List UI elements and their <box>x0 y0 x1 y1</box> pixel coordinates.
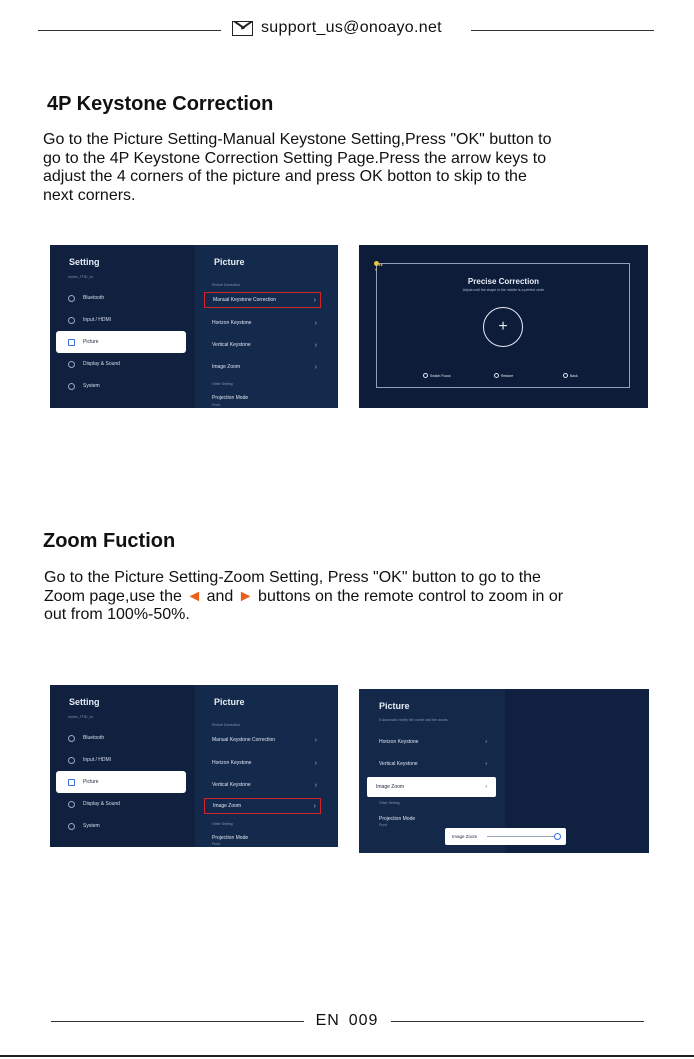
chevron-right-icon: › <box>485 739 487 745</box>
chevron-right-icon: › <box>314 759 317 767</box>
footer-back <box>563 373 578 378</box>
settings-top-small: Ironbc_TFID_1n <box>68 715 94 719</box>
foot-label: Switch Focus <box>430 373 451 378</box>
section-zoom-text <box>44 569 563 625</box>
chevron-right-icon: › <box>313 802 316 810</box>
item-label: Horizon Keystone <box>212 760 252 766</box>
bluetooth-icon <box>68 735 75 742</box>
back-icon <box>563 373 568 378</box>
settings-item-system <box>56 375 186 397</box>
picture-group1: Picture Correction <box>212 283 241 287</box>
slider-knob <box>554 833 561 840</box>
footer-rule-right <box>391 1021 644 1022</box>
email-text: support_us@onoayo.net <box>261 19 442 36</box>
item-label: Horizon Keystone <box>212 320 252 326</box>
para-line: out from 100%-50%. <box>44 606 190 623</box>
settings-item-display <box>56 793 186 815</box>
picture-item-zoom <box>204 798 321 814</box>
para-line: go to the 4P Keystone Correction Setting Page.Press the arrow keys to <box>43 149 547 167</box>
picture-item-vertical <box>204 337 321 353</box>
plus-sign: + <box>498 318 508 335</box>
picture-item-vertical <box>204 777 321 793</box>
center-circle-plus-icon <box>483 307 523 347</box>
footer-restore <box>494 373 513 378</box>
footer-lang: EN <box>315 1012 340 1029</box>
item-label: Vertical Keystone <box>212 782 251 788</box>
picture-group2: Other Setting <box>212 822 233 826</box>
picture-group2: Other Setting <box>212 382 233 386</box>
text-part: and <box>202 587 238 605</box>
header-rule-right <box>471 30 654 31</box>
settings-screenshot-keystone <box>50 245 338 408</box>
para-line: next corners. <box>43 186 136 204</box>
precise-subtitle: Adjust until the shape in the middle is a perfect circle <box>462 288 545 292</box>
picture-item-horizon <box>204 315 321 331</box>
display-icon <box>68 361 75 368</box>
chevron-right-icon: › <box>314 736 317 744</box>
slider-label: Image Zoom <box>452 834 478 839</box>
image-zoom-screenshot <box>359 689 649 853</box>
precise-correction-screenshot <box>359 245 648 408</box>
item-label: System <box>83 383 100 389</box>
picture-icon <box>68 339 75 346</box>
picture-title: Picture <box>379 701 410 711</box>
picture-item-manual-keystone <box>204 732 321 748</box>
item-label: Image Zoom <box>213 803 242 809</box>
settings-item-input <box>56 309 186 331</box>
foot-label: Back <box>570 373 578 378</box>
chevron-right-icon: › <box>314 341 317 349</box>
section-title-keystone: 4P Keystone Correction <box>47 93 274 115</box>
projection-sub: Front <box>212 842 221 846</box>
settings-item-system <box>56 815 186 837</box>
item-label: Vertical Keystone <box>212 342 251 348</box>
input-icon <box>68 757 75 764</box>
foot-label: Restore <box>501 373 514 378</box>
para-line: Go to the Picture Setting-Zoom Setting, Press "OK" button to go to the <box>44 569 541 586</box>
picture-item-projection <box>204 390 321 406</box>
item-label: Projection Mode <box>212 395 249 401</box>
item-label: Image Zoom <box>212 364 241 370</box>
picture-group1: Picture Correction <box>212 723 241 727</box>
item-label: Bluetooth <box>83 735 105 741</box>
projection-sub: Front <box>212 403 221 407</box>
corner-arrow-right-icon: ▸▸ <box>379 262 384 267</box>
text-part: Zoom page,use the <box>44 587 187 605</box>
settings-item-display <box>56 353 186 375</box>
settings-panel <box>50 245 195 408</box>
settings-item-bluetooth <box>56 287 186 309</box>
section-keystone-text <box>43 131 552 205</box>
settings-title: Setting <box>69 257 100 267</box>
picture-item-manual-keystone <box>204 292 321 308</box>
chevron-right-icon: › <box>314 363 317 371</box>
item-label: Display & Sound <box>83 801 120 807</box>
settings-top-small: Ironbc_TFID_1n <box>68 275 94 279</box>
system-icon <box>68 383 75 390</box>
chevron-right-icon: › <box>314 781 317 789</box>
settings-screenshot-zoom <box>50 685 338 847</box>
zoom-item-image-zoom <box>367 777 496 797</box>
zoom-projection-sub: Front <box>379 823 388 827</box>
para-line <box>44 588 563 607</box>
picture-item-horizon <box>204 755 321 771</box>
zoom-group2: Other Setting <box>379 801 400 805</box>
picture-panel <box>195 685 338 847</box>
footer-page-number: 009 <box>348 1012 379 1029</box>
settings-panel <box>50 685 195 847</box>
text-part: buttons on the remote control to zoom in or <box>253 587 564 605</box>
item-label: Horizon Keystone <box>379 739 419 745</box>
item-label: Picture <box>83 779 99 785</box>
settings-title: Setting <box>69 697 100 707</box>
item-label: Picture <box>83 339 99 345</box>
input-icon <box>68 317 75 324</box>
zoom-top-small: Ir Automatic rectify the corner and the words <box>379 718 448 722</box>
envelope-icon <box>232 21 253 36</box>
right-arrow-icon: ► <box>237 587 254 605</box>
corner-arrow-down-icon: ▾ <box>375 267 378 272</box>
chevron-right-icon: › <box>485 761 487 767</box>
ok-icon <box>423 373 428 378</box>
zoom-item-vertical <box>370 755 496 773</box>
settings-item-bluetooth <box>56 727 186 749</box>
item-label: Projection Mode <box>379 816 416 822</box>
zoom-item-projection <box>370 810 496 828</box>
item-label: Vertical Keystone <box>379 761 418 767</box>
footer-switch-focus <box>423 373 451 378</box>
chevron-right-icon: › <box>485 784 487 790</box>
picture-icon <box>68 779 75 786</box>
header-email <box>232 19 442 37</box>
section-title-zoom: Zoom Fuction <box>43 530 176 552</box>
item-label: Manual Keystone Correction <box>212 737 276 743</box>
left-arrow-icon: ◄ <box>186 587 203 605</box>
picture-title: Picture <box>214 697 245 707</box>
system-icon <box>68 823 75 830</box>
restore-icon <box>494 373 499 378</box>
picture-panel <box>195 245 338 408</box>
item-label: Image Zoom <box>376 784 405 790</box>
chevron-right-icon: › <box>314 319 317 327</box>
display-icon <box>68 801 75 808</box>
para-line: adjust the 4 corners of the picture and press OK botton to skip to the <box>43 168 527 185</box>
slider-track <box>487 836 558 837</box>
settings-item-input <box>56 749 186 771</box>
picture-item-zoom <box>204 359 321 375</box>
item-label: Input / HDMI <box>83 317 112 323</box>
item-label: Input / HDMI <box>83 757 112 763</box>
item-label: Display & Sound <box>83 361 120 367</box>
picture-item-projection <box>204 830 321 846</box>
chevron-right-icon: › <box>313 296 316 304</box>
bluetooth-icon <box>68 295 75 302</box>
item-label: System <box>83 823 100 829</box>
settings-item-picture <box>56 331 186 353</box>
picture-title: Picture <box>214 257 245 267</box>
header-rule-left <box>38 30 221 31</box>
image-zoom-slider <box>445 828 566 845</box>
item-label: Bluetooth <box>83 295 105 301</box>
zoom-item-horizon <box>370 733 496 751</box>
para-line: Go to the Picture Setting-Manual Keystone Setting,Press "OK" button to <box>43 131 552 148</box>
settings-item-picture <box>56 771 186 793</box>
precise-title: Precise Correction <box>467 277 540 286</box>
item-label: Manual Keystone Correction <box>213 297 277 303</box>
page-bottom-border <box>0 1055 694 1057</box>
item-label: Projection Mode <box>212 835 249 841</box>
